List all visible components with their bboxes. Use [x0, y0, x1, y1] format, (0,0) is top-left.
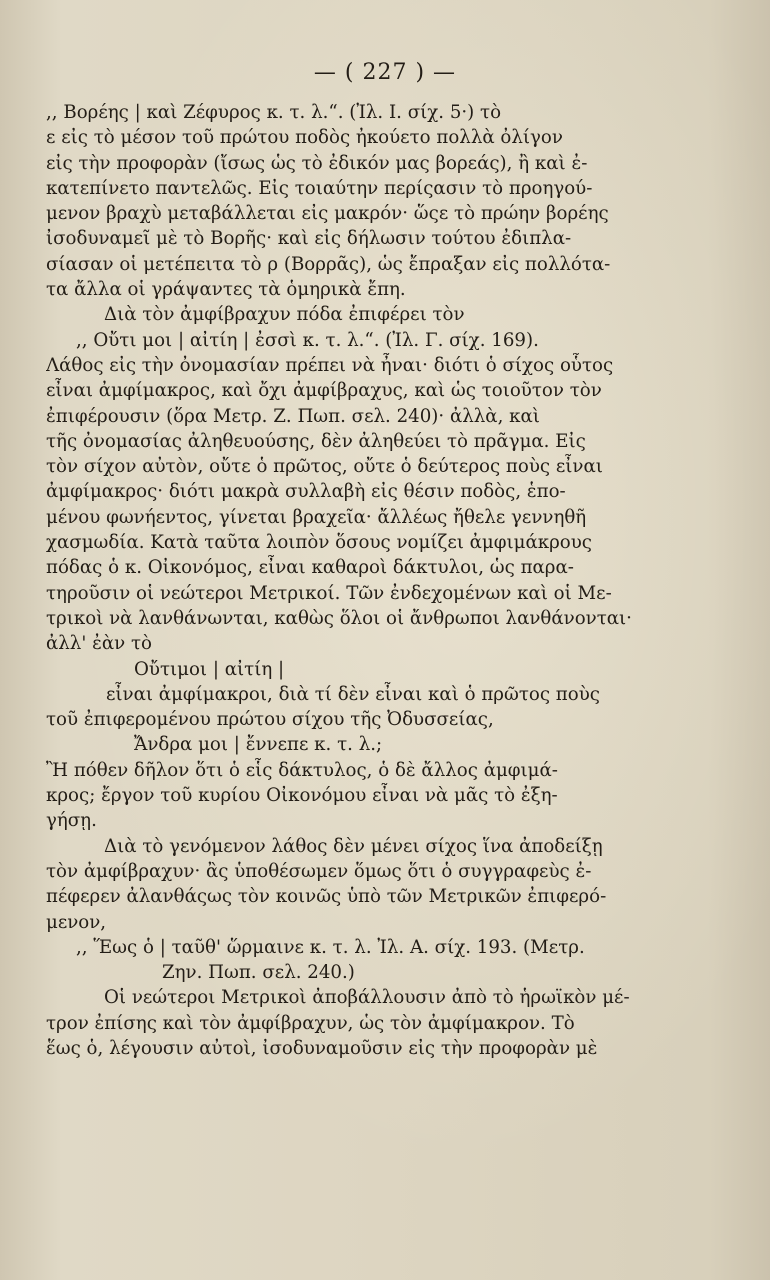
text-line: ἀμφίμακρος· διότι μακρὰ συλλαβὴ εἰς θέσιν ποδὸς, ἑπο-	[46, 481, 566, 503]
quoted-verse-line: ,, Ἕως ὁ | ταῦθ' ὥρμαινε κ. τ. λ. Ἰλ. Α. σίχ. 193. (Μετρ.	[76, 936, 585, 958]
text-line: Ζην. Πωπ. σελ. 240.)	[162, 962, 355, 984]
quoted-verse-line: ,, Οὔτι μοι | αἰτίη | ἐσσὶ κ. τ. λ.“. (Ἰλ. Γ. σίχ. 169).	[76, 329, 539, 351]
text-line: ,, Βορέης | καὶ Ζέφυρος κ. τ. λ.“. (Ἰλ. I. σίχ. 5·) τὸ	[46, 102, 502, 123]
text-line: ἐπιφέρουσιν (ὅρα Μετρ. Ζ. Πωπ. σελ. 240)· ἀλλὰ, καὶ	[46, 405, 540, 427]
text-line: ἰσοδυναμεῖ μὲ τὸ Βορῆς· καὶ εἰς δήλωσιν τούτου ἐδιπλα-	[46, 228, 572, 250]
text-line: τὸν σίχον αὐτὸν, οὔτε ὁ πρῶτος, οὔτε ὁ δεύτερος ποὺς εἶναι	[46, 456, 603, 478]
text-line: χασμωδία. Κατὰ ταῦτα λοιπὸν ὅσους νομίζει ἀμφιμάκρους	[46, 532, 592, 554]
text-line: μενον βραχὺ μεταβάλλεται εἰς μακρόν· ὥςε τὸ πρώην βορέης	[46, 203, 609, 225]
text-line: μένου φωνήεντος, γίνεται βραχεῖα· ἄλλέως ἤθελε γεννηθῆ	[46, 506, 587, 528]
text-line: Λάθος εἰς τὴν ὀνομασίαν πρέπει νὰ ἦναι· διότι ὁ σίχος οὗτος	[46, 354, 614, 376]
text-line: Ἢ πόθεν δῆλον ὅτι ὁ εἷς δάκτυλος, ὁ δὲ ἄλλος ἀμφιμά-	[46, 759, 558, 781]
text-line: εἰς τὴν προφορὰν (ἴσως ὡς τὸ ἐδικόν μας βορεάς), ἢ καὶ ἐ-	[46, 152, 588, 174]
quoted-verse-line: Οὔτιμοι | αἰτίη |	[134, 658, 285, 680]
text-line: εἶναι ἀμφίμακρος, καὶ ὄχι ἀμφίβραχυς, καὶ ὡς τοιοῦτον τὸν	[46, 380, 602, 402]
text-line: πέφερεν ἀλανθάςως τὸν κοινῶς ὑπὸ τῶν Μετρικῶν ἐπιφερό-	[46, 886, 607, 908]
text-line: πόδας ὁ κ. Οἰκονόμος, εἶναι καθαροὶ δάκτυλοι, ὡς παρα-	[46, 557, 574, 579]
text-line: Διὰ τὸ γενόμενον λάθος δὲν μένει σίχος ἵνα ἀποδείξῃ	[104, 835, 603, 857]
text-line: κρος; ἔργον τοῦ κυρίου Οἰκονόμου εἶναι νὰ μᾶς τὸ ἐξη-	[46, 785, 558, 807]
text-line: ἕως ὁ, λέγουσιν αὐτοὶ, ἰσοδυναμοῦσιν εἰς τὴν προφορὰν μὲ	[46, 1037, 598, 1059]
text-line: γήσῃ.	[46, 810, 97, 832]
page-number-header: — ( 227 ) —	[313, 60, 457, 85]
text-line: τοῦ ἐπιφερομένου πρώτου σίχου τῆς Ὀδυσσείας,	[46, 709, 494, 731]
text-line: τα ἄλλα οἱ γράψαντες τὰ ὁμηρικὰ ἔπη.	[46, 279, 406, 301]
body-text	[46, 100, 672, 1061]
text-line: τῆς ὀνομασίας ἀληθευούσης, δὲν ἀληθεύει τὸ πρᾶγμα. Εἰς	[46, 430, 586, 452]
text-line: εἶναι ἀμφίμακροι, διὰ τί δὲν εἶναι καὶ ὁ πρῶτος ποὺς	[106, 683, 600, 705]
text-line: ἀλλ' ἐὰν τὸ	[46, 633, 153, 655]
text-line: Οἱ νεώτεροι Μετρικοὶ ἀποβάλλουσιν ἀπὸ τὸ ἡρωϊκὸν μέ-	[104, 987, 630, 1009]
text-line: κατεπίνετο παντελῶς. Εἰς τοιαύτην περίςασιν τὸ προηγού-	[46, 177, 593, 199]
text-line: τηροῦσιν οἱ νεώτεροι Μετρικοί. Τῶν ἐνδεχομένων καὶ οἱ Με-	[46, 582, 612, 604]
text-line: ε εἰς τὸ μέσον τοῦ πρώτου ποδὸς ἠκούετο πολλὰ ὀλίγον	[46, 127, 563, 149]
text-line: σίασαν οἱ μετέπειτα τὸ ρ (Βορρᾶς), ὡς ἔπραξαν εἰς πολλότα-	[46, 253, 611, 275]
text-line: μενον,	[46, 911, 107, 933]
text-line: Διὰ τὸν ἀμφίβραχυν πόδα ἐπιφέρει τὸν	[104, 304, 465, 326]
text-line: τὸν ἀμφίβραχυν· ἂς ὑποθέσωμεν ὅμως ὅτι ὁ συγγραφεὺς ἐ-	[46, 860, 592, 882]
text-line: τρικοὶ νὰ λανθάνωνται, καθὼς ὅλοι οἱ ἄνθρωποι λανθάνονται·	[46, 607, 632, 629]
text-line: τρον ἐπίσης καὶ τὸν ἀμφίβραχυν, ὡς τὸν ἀμφίμακρον. Τὸ	[46, 1012, 575, 1034]
quoted-verse-line: Ἄνδρα μοι | ἔννεπε κ. τ. λ.;	[134, 734, 383, 756]
